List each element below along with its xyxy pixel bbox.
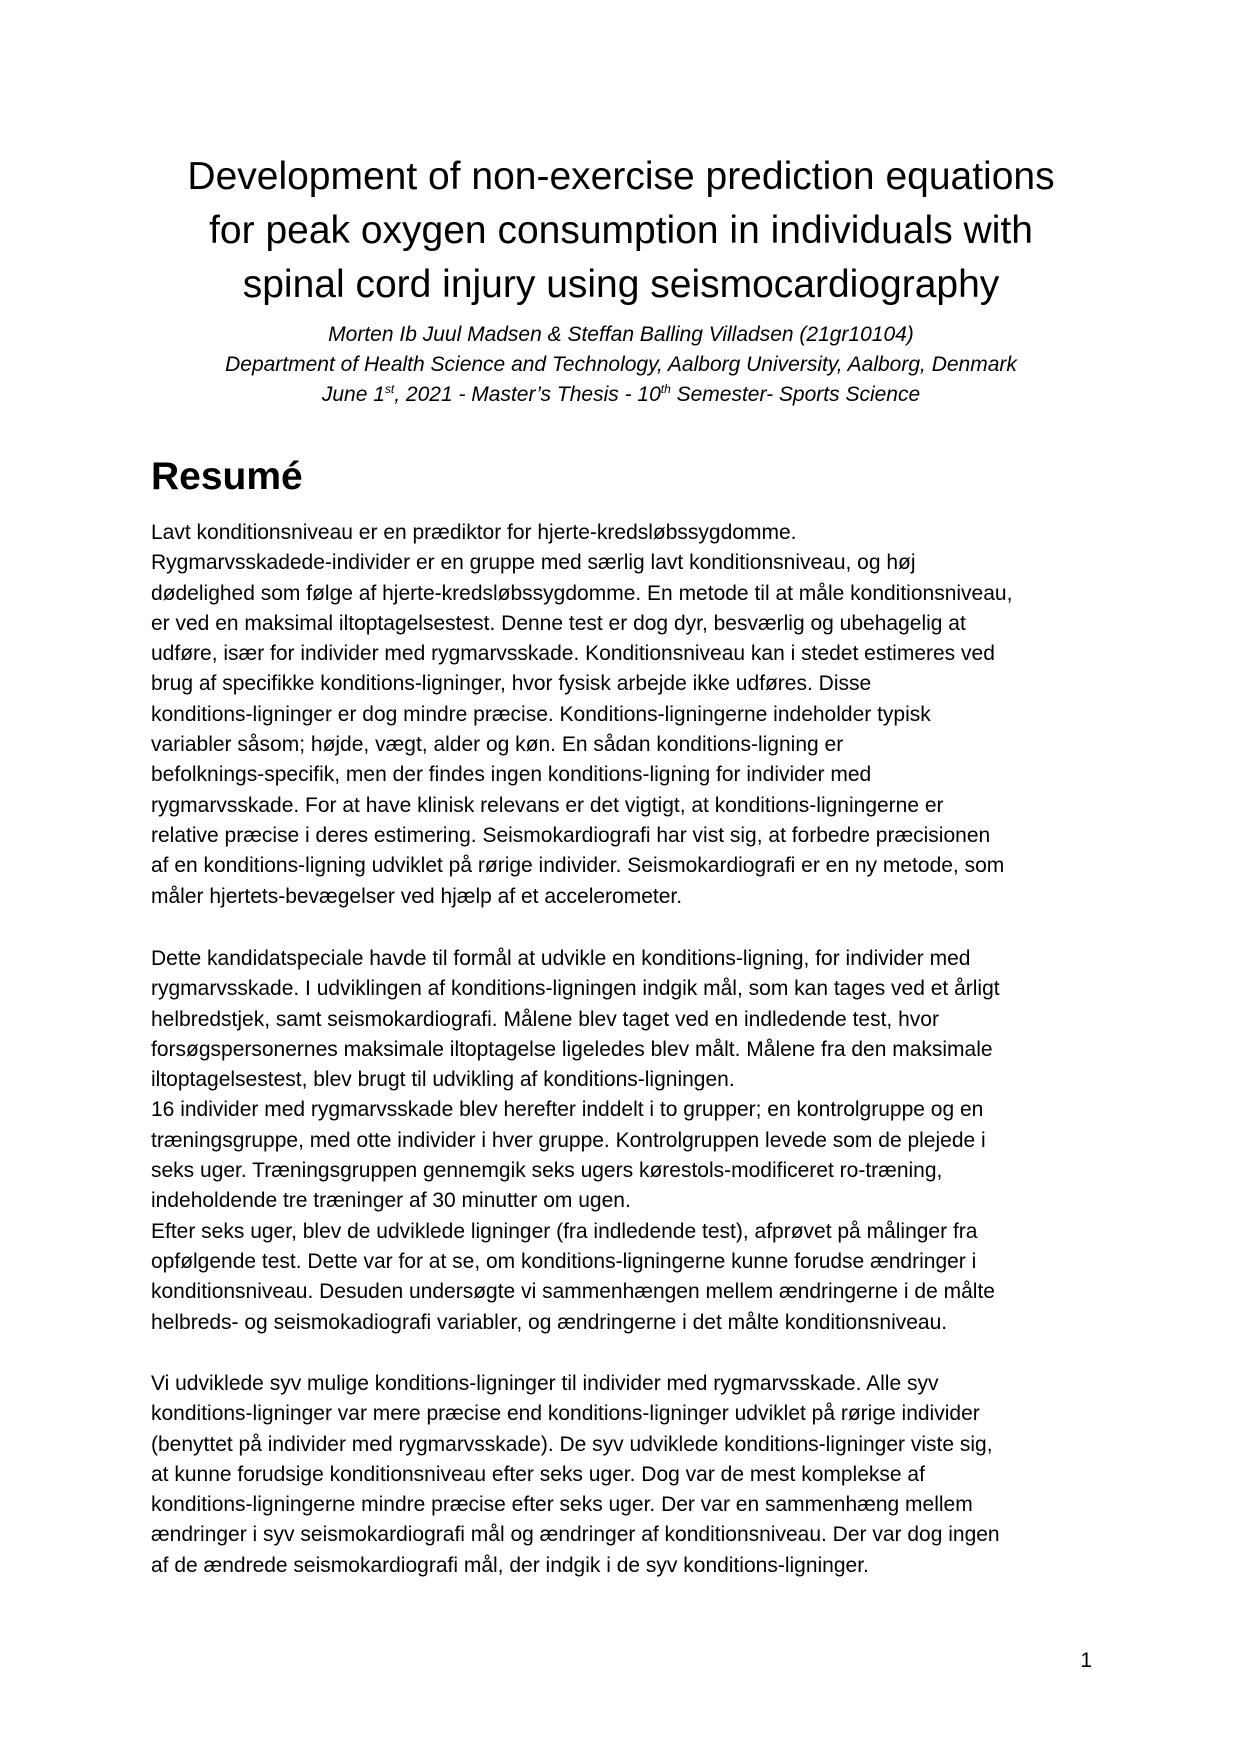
text-line: opfølgende test. Dette var for at se, om konditions-ligningerne kunne forudse ændringer i (151, 1249, 977, 1273)
paper-metadata (120, 320, 1122, 410)
text-line: brug af specifikke konditions-ligninger, hvor fysisk arbejde ikke udføres. Disse (151, 672, 872, 696)
text-line: helbreds- og seismokadiografi variabler, og ændringerne i det målte konditionsniveau. (151, 1310, 948, 1334)
text-line: træningsgruppe, med otte individer i hver gruppe. Kontrolgruppen levede som de plejede i (151, 1128, 986, 1152)
text-line: konditions-ligninger var mere præcise end konditions-ligninger udviklet på rørige individer (151, 1402, 980, 1426)
text-line: udføre, især for individer med rygmarvsskade. Konditionsniveau kan i stedet estimeres ved (151, 642, 995, 666)
text-line: befolknings-specifik, men der findes ingen konditions-ligning for individer med (151, 763, 872, 787)
text-line: rygmarvsskade. For at have klinisk relevans er det vigtigt, at konditions-ligningerne er (151, 793, 944, 817)
text-line: dødelighed som følge af hjerte-kredsløbssygdomme. En metode til at måle konditionsniveau, (151, 581, 1013, 605)
text-line: variabler såsom; højde, vægt, alder og køn. En sådan konditions-ligning er (151, 733, 844, 757)
text-line: rygmarvsskade. I udviklingen af konditions-ligningen indgik mål, som kan tages ved et årligt (151, 977, 1000, 1001)
text-line: helbredstjek, samt seismokardiografi. Målene blev taget ved en indledende test, hvor (151, 1007, 939, 1031)
text-line: indeholdende tre træninger af 30 minutter om ugen. (151, 1189, 631, 1213)
text-line: ændringer i syv seismokardiografi mål og ændringer af konditionsniveau. Der var dog ingen (151, 1523, 1000, 1547)
text-line: (benyttet på individer med rygmarvsskade). De syv udviklede konditions-ligninger viste sig, (151, 1432, 993, 1456)
paper-title (120, 150, 1122, 312)
text-line: seks uger. Træningsgruppen gennemgik seks ugers kørestols-modificeret ro-træning, (151, 1159, 943, 1183)
text-line: konditions-ligninger er dog mindre præcise. Konditions-ligningerne indeholder typisk (151, 702, 931, 726)
text-line: måler hjertets-bevægelser ved hjælp af et accelerometer. (151, 884, 683, 908)
date-suffix: Semester- Sports Science (670, 383, 921, 406)
text-line: konditions-ligningerne mindre præcise efter seks uger. Der var en sammenhæng mellem (151, 1493, 973, 1517)
authors: Morten Ib Juul Madsen & Steffan Balling Villadsen (21gr10104) (328, 323, 914, 346)
affiliation: Department of Health Science and Technology, Aalborg University, Aalborg, Denmark (225, 353, 1017, 376)
text-line: at kunne forudsige konditionsniveau efter seks uger. Dog var de mest komplekse af (151, 1462, 925, 1486)
text-line: er ved en maksimal iltoptagelsestest. Denne test er dog dyr, besværlig og ubehagelig at (151, 611, 966, 635)
text-line: konditionsniveau. Desuden undersøgte vi sammenhængen mellem ændringerne i de målte (151, 1280, 995, 1304)
text-line: 16 individer med rygmarvsskade blev herefter inddelt i to grupper; en kontrolgruppe og en (151, 1098, 984, 1122)
text-line: forsøgspersonernes maksimale iltoptagelse ligeledes blev målt. Målene fra den maksimale (151, 1037, 993, 1061)
title-line: Development of non-exercise prediction equations (187, 155, 1055, 198)
text-line: Efter seks uger, blev de udviklede ligninger (fra indledende test), afprøvet på målinger fra (151, 1219, 978, 1243)
paragraph (151, 1369, 1111, 1581)
title-line: for peak oxygen consumption in individuals with (209, 209, 1033, 252)
date-middle: , 2021 - Master’s Thesis - 10 (394, 383, 661, 406)
page-number: 1 (1080, 1649, 1092, 1672)
text-line: Lavt konditionsniveau er en prædiktor for hjerte-kredsløbssygdomme. (151, 521, 797, 544)
paragraph (151, 518, 1111, 912)
title-line: spinal cord injury using seismocardiography (242, 263, 1000, 306)
text-line: af de ændrede seismokardiografi mål, der indgik i de syv konditions-ligninger. (151, 1553, 869, 1577)
date-line (120, 380, 1122, 410)
text-line: relative præcise i deres estimering. Seismokardiografi har vist sig, at forbedre præcisionen (151, 823, 991, 847)
semester-ordinal: th (660, 382, 671, 396)
paragraph (151, 944, 1111, 1338)
section-heading: Resumé (151, 455, 303, 498)
text-line: af en konditions-ligning udviklet på rørige individer. Seismokardiografi er en ny metode, som (151, 854, 1005, 878)
date-ordinal: st (384, 382, 395, 396)
date-prefix: June 1 (321, 383, 385, 406)
text-line: iltoptagelsestest, blev brugt til udvikling af konditions-ligningen. (151, 1068, 735, 1092)
text-line: Vi udviklede syv mulige konditions-ligninger til individer med rygmarvsskade. Alle syv (151, 1372, 939, 1395)
text-line: Dette kandidatspeciale havde til formål at udvikle en konditions-ligning, for individer med (151, 947, 971, 970)
text-line: Rygmarvsskadede-individer er en gruppe med særlig lavt konditionsniveau, og høj (151, 551, 916, 575)
